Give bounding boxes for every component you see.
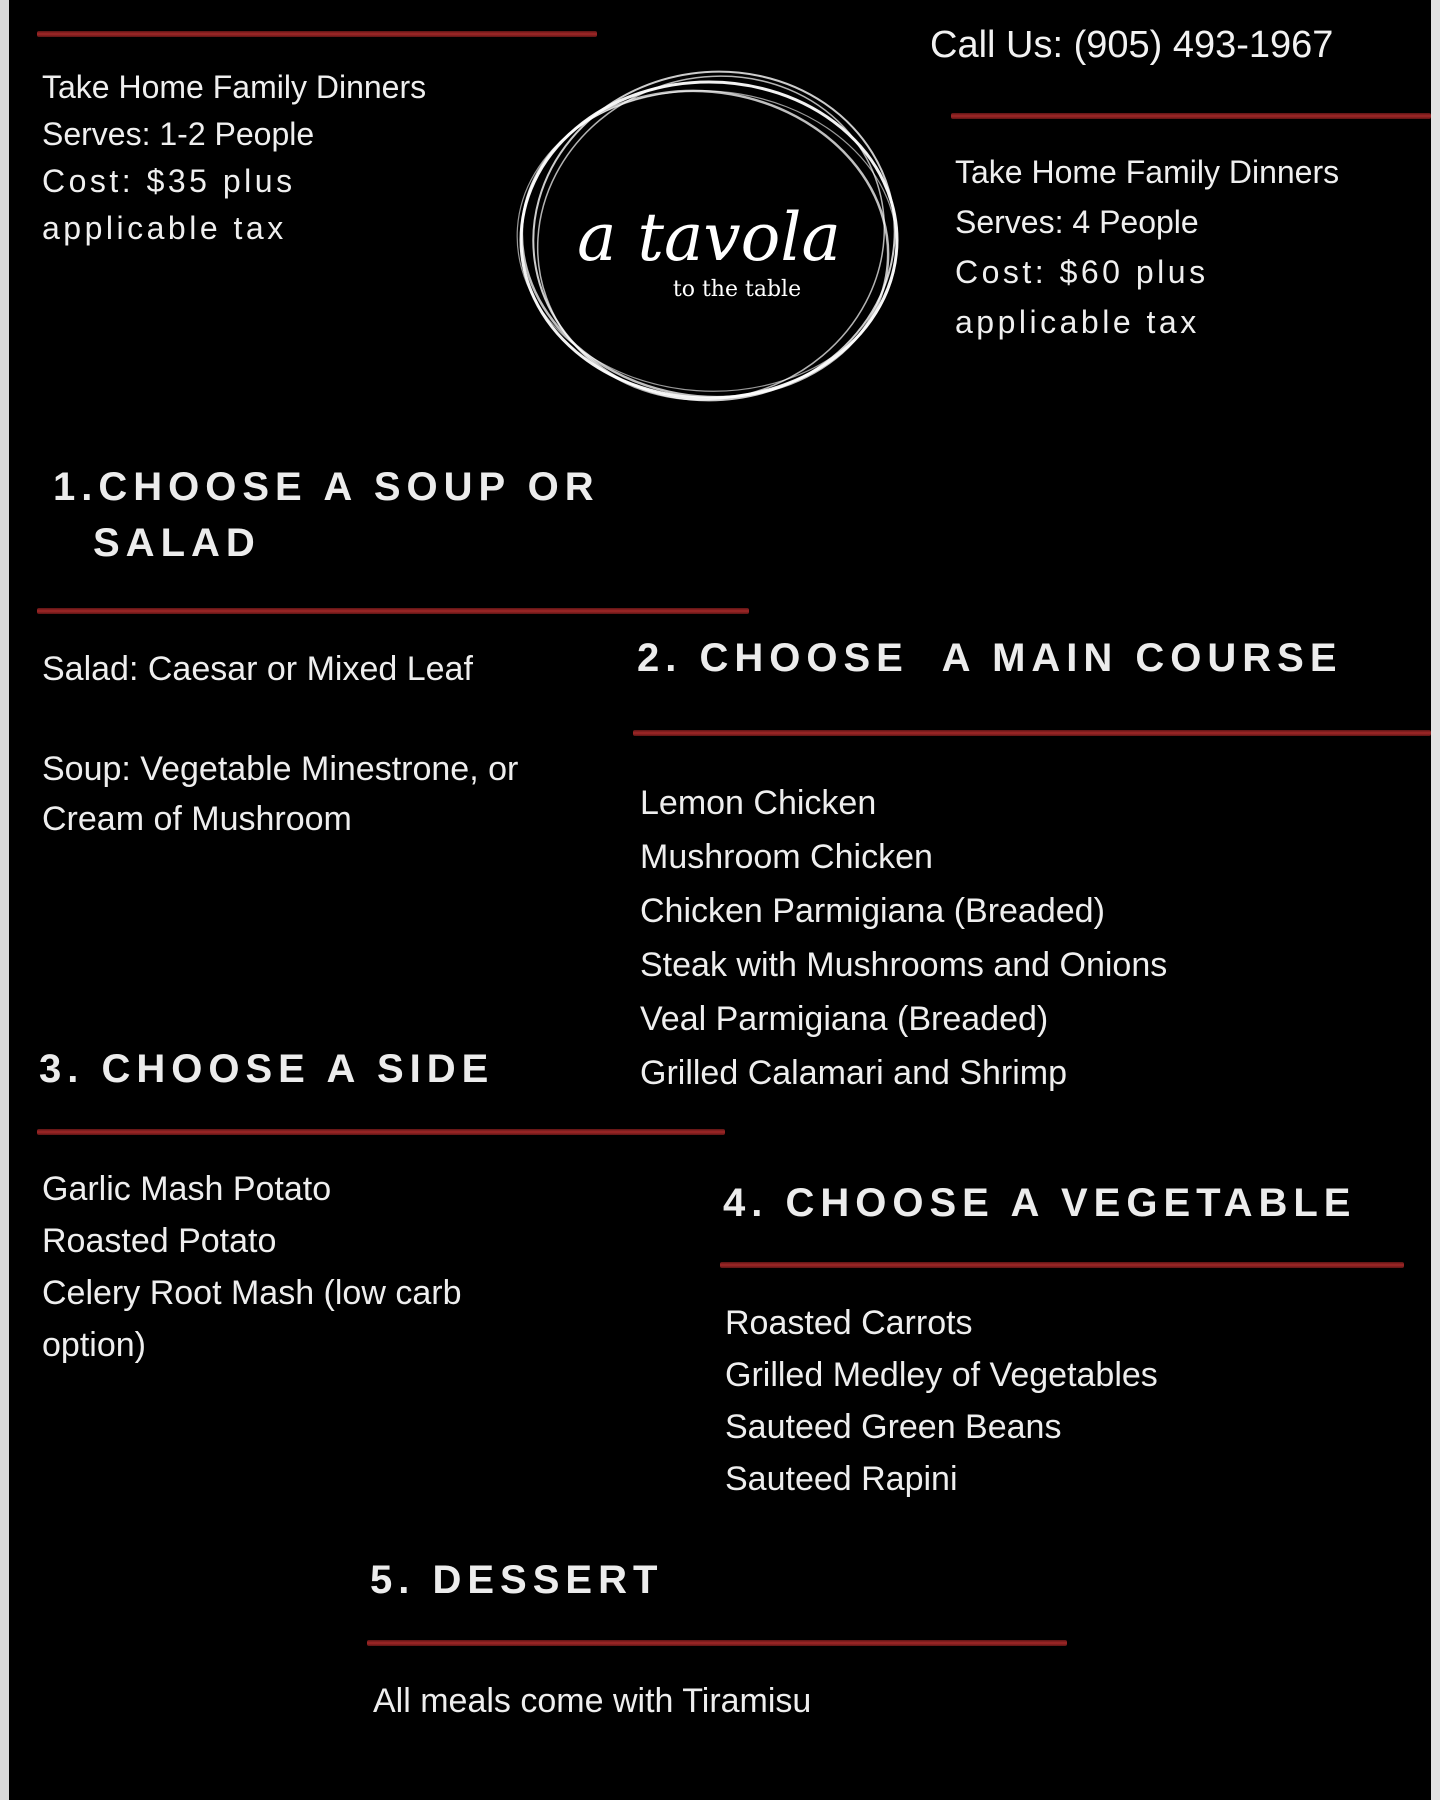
logo-tagline: to the table bbox=[672, 277, 802, 302]
package-family-title: Take Home Family Dinners bbox=[955, 154, 1340, 190]
vegetable-item: Grilled Medley of Vegetables bbox=[725, 1356, 1158, 1394]
soup-salad-heading bbox=[53, 459, 600, 571]
soup-salad-heading-line2: SALAD bbox=[93, 521, 261, 565]
package-family-serves: Serves: 4 People bbox=[955, 204, 1199, 240]
package-family-tax: applicable tax bbox=[955, 304, 1200, 340]
side-heading: 3. CHOOSE A SIDE bbox=[39, 1047, 495, 1091]
main-course-item: Lemon Chicken bbox=[640, 784, 877, 822]
vegetable-list bbox=[725, 1297, 1158, 1505]
vegetable-heading: 4. CHOOSE A VEGETABLE bbox=[723, 1181, 1357, 1225]
soup-option-line1: Soup: Vegetable Minestrone, or bbox=[42, 750, 519, 788]
divider-rule-dessert bbox=[367, 1640, 1067, 1646]
main-course-list bbox=[640, 776, 1167, 1100]
vegetable-item: Roasted Carrots bbox=[725, 1304, 973, 1342]
logo-script-text: a tavola bbox=[577, 199, 841, 276]
vegetable-item: Sauteed Green Beans bbox=[725, 1408, 1062, 1446]
divider-rule-top-left bbox=[37, 31, 597, 37]
side-item: Celery Root Mash (low carb bbox=[42, 1274, 462, 1312]
package-small-tax: applicable tax bbox=[42, 210, 287, 246]
soup-salad-heading-line1: 1.CHOOSE A SOUP OR bbox=[53, 465, 600, 509]
main-course-item: Grilled Calamari and Shrimp bbox=[640, 1054, 1068, 1092]
main-course-item: Chicken Parmigiana (Breaded) bbox=[640, 892, 1105, 930]
divider-rule-side bbox=[37, 1129, 725, 1135]
phone-number: Call Us: (905) 493-1967 bbox=[930, 24, 1334, 66]
menu-poster bbox=[9, 0, 1431, 1800]
divider-rule-top-right bbox=[951, 113, 1431, 119]
soup-option-line2: Cream of Mushroom bbox=[42, 800, 352, 838]
dessert-note: All meals come with Tiramisu bbox=[373, 1682, 812, 1720]
package-family-cost: Cost: $60 plus bbox=[955, 254, 1209, 290]
main-course-heading: 2. CHOOSE A MAIN COURSE bbox=[637, 636, 1343, 680]
divider-rule-soup-salad bbox=[37, 608, 749, 614]
salad-option: Salad: Caesar or Mixed Leaf bbox=[42, 650, 473, 688]
divider-rule-vegetable bbox=[720, 1262, 1404, 1268]
package-small-title: Take Home Family Dinners bbox=[42, 69, 427, 105]
main-course-item: Mushroom Chicken bbox=[640, 838, 933, 876]
page-edge-left bbox=[0, 0, 9, 1800]
vegetable-item: Sauteed Rapini bbox=[725, 1460, 958, 1498]
side-item: option) bbox=[42, 1326, 146, 1364]
package-small-serves: Serves: 1-2 People bbox=[42, 116, 315, 152]
main-course-item: Veal Parmigiana (Breaded) bbox=[640, 1000, 1049, 1038]
dessert-heading: 5. DESSERT bbox=[370, 1558, 664, 1602]
main-course-item: Steak with Mushrooms and Onions bbox=[640, 946, 1168, 984]
soup-options bbox=[42, 744, 518, 844]
package-family-info bbox=[955, 147, 1339, 347]
side-list bbox=[42, 1163, 461, 1371]
page-edge-right bbox=[1431, 0, 1440, 1800]
side-item: Roasted Potato bbox=[42, 1222, 277, 1260]
side-item: Garlic Mash Potato bbox=[42, 1170, 332, 1208]
package-small-info bbox=[42, 64, 426, 252]
a-tavola-logo bbox=[509, 70, 929, 420]
package-small-cost: Cost: $35 plus bbox=[42, 163, 296, 199]
divider-rule-main-course bbox=[633, 730, 1431, 736]
